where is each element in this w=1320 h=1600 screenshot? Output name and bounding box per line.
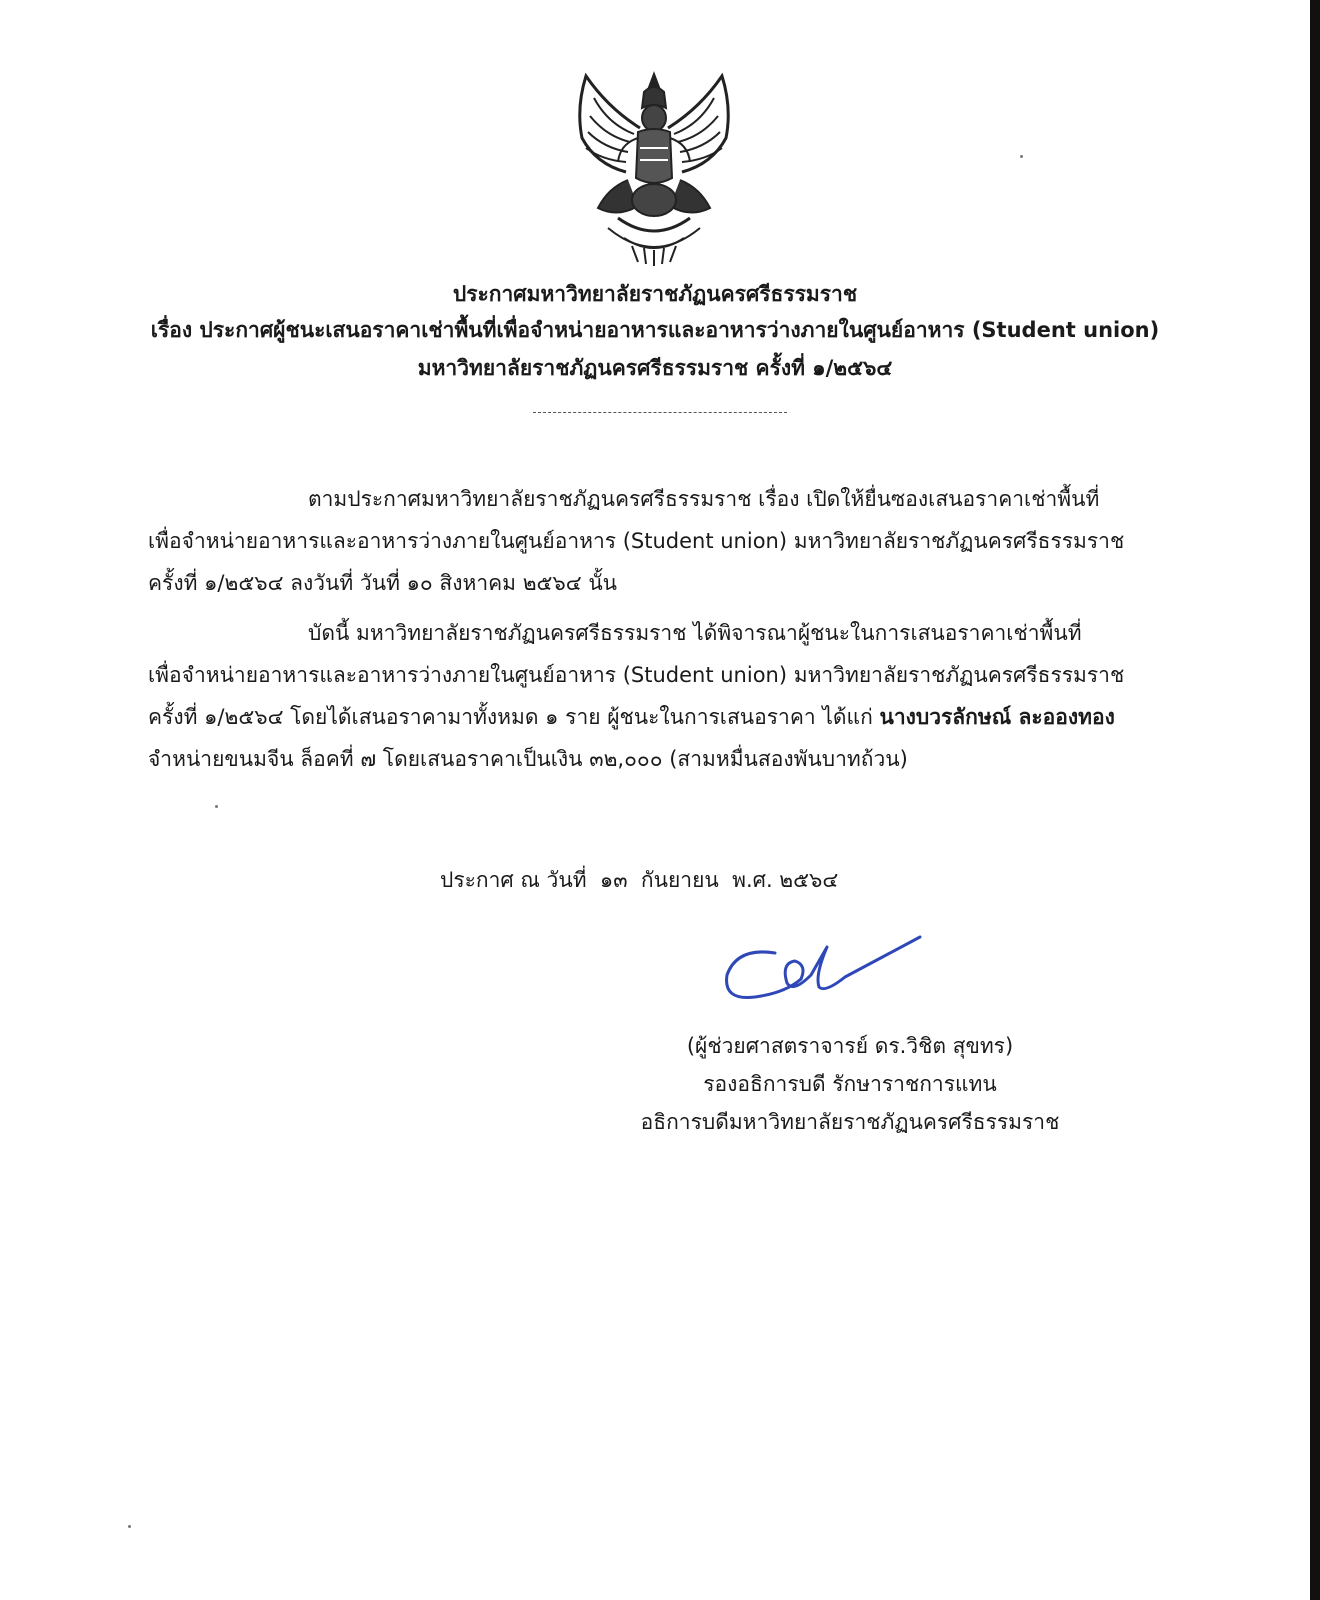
announcement-subject-line2: มหาวิทยาลัยราชภัฏนครศรีธรรมราช ครั้งที่ ๑/๒๕๖๔ [417, 356, 893, 380]
paragraph-line: เพื่อจำหน่ายอาหารและอาหารว่างภายในศูนย์อาหาร (Student union) มหาวิทยาลัยราชภัฏนครศรีธรรมราช [148, 663, 1125, 687]
signatory-organization: อธิการบดีมหาวิทยาลัยราชภัฏนครศรีธรรมราช [640, 1110, 1060, 1134]
paragraph-line: ครั้งที่ ๑/๒๕๖๔ ลงวันที่ วันที่ ๑๐ สิงหาคม ๒๕๖๔ นั้น [148, 571, 618, 595]
signatory-position: รองอธิการบดี รักษาราชการแทน [703, 1072, 997, 1096]
paragraph-reference [148, 478, 1168, 604]
scan-border [1310, 0, 1320, 1600]
scan-speck [215, 805, 218, 808]
signature-icon [715, 935, 930, 1010]
paragraph-text: ครั้งที่ ๑/๒๕๖๔ โดยได้เสนอราคามาทั้งหมด ๑ ราย ผู้ชนะในการเสนอราคา ได้แก่ [148, 705, 880, 729]
paragraph-line: บัดนี้ มหาวิทยาลัยราชภัฏนครศรีธรรมราช ได้พิจารณาผู้ชนะในการเสนอราคาเช่าพื้นที่ [308, 621, 1082, 645]
signatory-name: (ผู้ช่วยศาสตราจารย์ ดร.วิชิต สุขทร) [686, 1034, 1014, 1058]
garuda-emblem-icon [568, 68, 740, 266]
paragraph-line: จำหน่ายขนมจีน ล็อคที่ ๗ โดยเสนอราคาเป็นเงิน ๓๒,๐๐๐ (สามหมื่นสองพันบาทถ้วน) [148, 747, 908, 771]
paragraph-line [148, 696, 1168, 738]
paragraph-line: เพื่อจำหน่ายอาหารและอาหารว่างภายในศูนย์อาหาร (Student union) มหาวิทยาลัยราชภัฏนครศรีธรรมราช [148, 529, 1125, 553]
header-divider [533, 412, 787, 413]
winner-name: นางบวรลักษณ์ ละอองทอง [879, 705, 1115, 729]
scan-speck [1020, 155, 1023, 158]
paragraph-line: ตามประกาศมหาวิทยาลัยราชภัฏนครศรีธรรมราช เรื่อง เปิดให้ยื่นซองเสนอราคาเช่าพื้นที่ [308, 487, 1100, 511]
announcement-date: ประกาศ ณ วันที่ ๑๓ กันยายน พ.ศ. ๒๕๖๔ [440, 868, 839, 892]
paragraph-result [148, 612, 1168, 780]
announcement-subject: เรื่อง ประกาศผู้ชนะเสนอราคาเช่าพื้นที่เพื่อจำหน่ายอาหารและอาหารว่างภายในศูนย์อาหาร (Student union) [150, 318, 1160, 342]
announcement-title: ประกาศมหาวิทยาลัยราชภัฏนครศรีธรรมราช [452, 282, 858, 306]
scan-speck [128, 1525, 131, 1528]
